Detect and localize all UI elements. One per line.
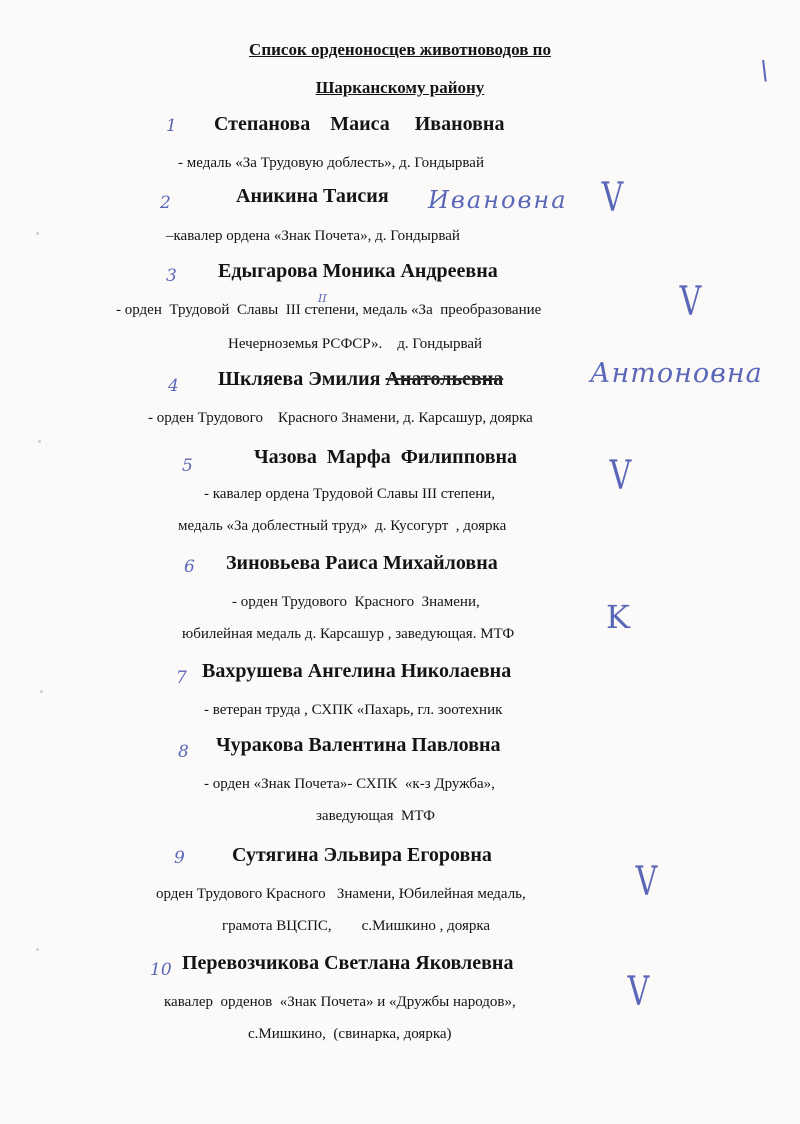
check-mark: V: [601, 175, 624, 221]
entry-name: Аникина Таисия: [236, 185, 389, 207]
entry-name: Едыгарова Моника Андреевна: [218, 260, 498, 282]
entry-number: 1: [166, 116, 177, 136]
document-title-line-1: Список орденоносцев животноводов по: [249, 40, 551, 59]
entry-number: 2: [160, 193, 171, 213]
entry-number: 4: [168, 376, 179, 396]
k-mark: K: [606, 598, 630, 636]
entry-name: Сутягина Эльвира Егоровна: [232, 844, 492, 866]
document-title-line-2: Шарканскому району: [315, 78, 485, 97]
entry-description: грамота ВЦСПС, с.Мишкино , доярка: [222, 918, 491, 934]
entry-description: медаль «За доблестный труд» д. Кусогурт , доярка: [178, 518, 507, 534]
entry-name: Чазова Марфа Филипповна: [254, 446, 518, 468]
entry-description: - медаль «За Трудовую доблесть», д. Гондырвай: [178, 155, 484, 171]
scan-speck: [40, 690, 43, 693]
struck-patronymic: Анатольевна: [385, 368, 504, 390]
entry-number: 9: [174, 848, 185, 868]
handwritten-patronymic: Антоновна: [590, 358, 763, 389]
entry-description: - орден Трудовой Славы III степени, медаль «За преобразование: [116, 302, 542, 318]
entry-number: 5: [182, 456, 193, 476]
entry-description: - орден «Знак Почета»- СХПК «к-з Дружба»,: [204, 776, 495, 792]
entry-description: - ветеран труда , СХПК «Пахарь, гл. зоотехник: [204, 702, 503, 718]
entry-description: заведующая МТФ: [316, 808, 436, 824]
entry-description: –кавалер ордена «Знак Почета», д. Гондырвай: [166, 228, 460, 244]
entry-number: 7: [176, 668, 187, 688]
entry-description: Нечерноземья РСФСР». д. Гондырвай: [228, 336, 483, 352]
entry-description: - кавалер ордена Трудовой Славы III степени,: [204, 486, 496, 502]
entry-description: - орден Трудового Красного Знамени, д. Карсашур, доярка: [148, 410, 533, 426]
entry-number: 10: [150, 960, 172, 980]
handwritten-patronymic: Ивановна: [428, 186, 568, 214]
entry-description: - орден Трудового Красного Знамени,: [232, 594, 480, 610]
entry-name: Зиновьева Раиса Михайловна: [226, 552, 498, 574]
handwritten-correction: II: [318, 292, 327, 305]
entry-name: Степанова Маиса Ивановна: [214, 113, 505, 135]
entry-number: 8: [178, 742, 189, 762]
entry-name-text: Шкляева Эмилия: [218, 368, 381, 390]
check-mark: V: [609, 453, 632, 499]
entry-name: Вахрушева Ангелина Николаевна: [202, 660, 512, 682]
scan-speck: [36, 948, 39, 951]
corner-mark: \: [760, 56, 769, 86]
entry-name: Чуракова Валентина Павловна: [216, 734, 501, 756]
entry-number: 3: [166, 266, 177, 286]
entry-description: орден Трудового Красного Знамени, Юбилейная медаль,: [156, 886, 526, 902]
entry-description: кавалер орденов «Знак Почета» и «Дружбы народов»,: [164, 994, 516, 1010]
entry-description: юбилейная медаль д. Карсашур , заведующая. МТФ: [182, 626, 515, 642]
entry-description: с.Мишкино, (свинарка, доярка): [248, 1026, 452, 1042]
check-mark: V: [635, 859, 658, 905]
check-mark: V: [679, 279, 702, 325]
scan-speck: [38, 440, 41, 443]
entry-name: Перевозчикова Светлана Яковлевна: [182, 952, 514, 974]
entry-number: 6: [184, 557, 195, 577]
scan-speck: [36, 232, 39, 235]
check-mark: V: [627, 969, 650, 1015]
entry-name: [218, 368, 503, 391]
